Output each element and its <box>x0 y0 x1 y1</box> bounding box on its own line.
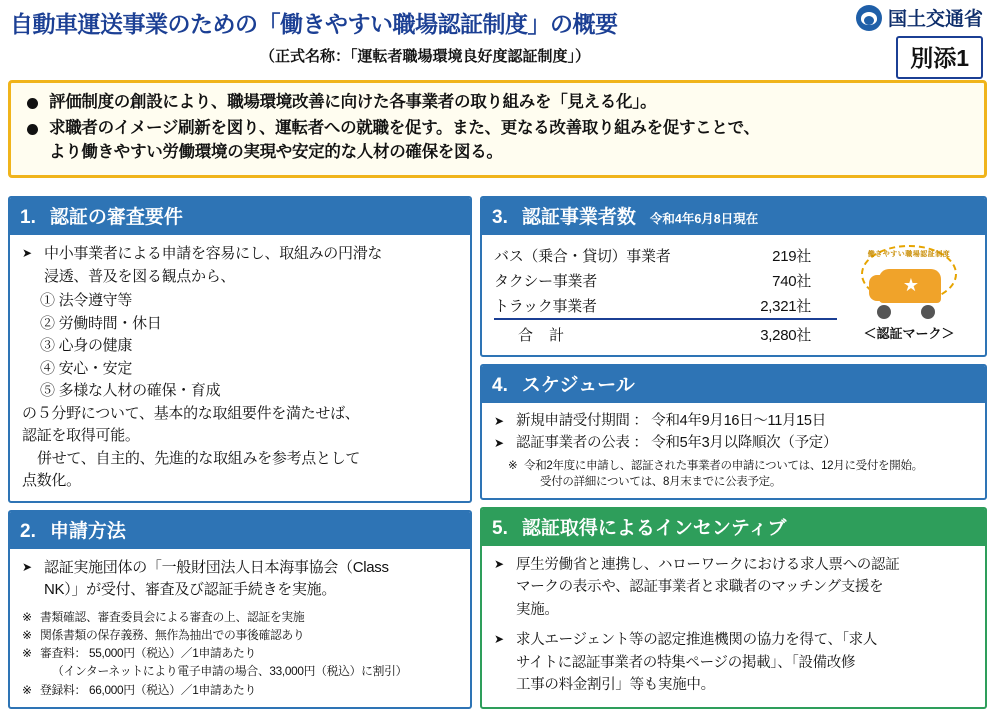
section-2-header <box>10 512 470 549</box>
row-label: バス（乗合・貸切）事業者 <box>494 248 671 265</box>
schedule-note-cont: 受付の詳細については、8月末までに公表予定。 <box>540 475 782 488</box>
section-card-application <box>8 510 472 709</box>
requirements-field-list <box>40 290 460 403</box>
section-3-asof-date: 令和4年6月8日現在 <box>649 212 759 226</box>
purpose-item-text: 評価制度の創設により、職場環境改善に向けた各事業者の取り組みを「見える化」。 <box>49 93 657 111</box>
operator-count-table <box>494 243 837 347</box>
section-1-body <box>10 235 470 501</box>
incentive-line: 厚生労働省と連携し、ハローワークにおける求人票への認証 <box>516 556 900 573</box>
row-label: タクシー事業者 <box>494 273 597 290</box>
note-sub-item: （インターネットにより電子申請の場合、33,000円（税込）に割引） <box>52 664 408 679</box>
schedule-item: ➤ 認証事業者の公表 ： 令和5年3月以降順次（予定） <box>494 433 975 455</box>
requirements-tail-line1: の５分野について、基本的な取組要件を満たせば、 <box>22 404 360 422</box>
schedule-note: ※ 令和2年度に申請し、認証された事業者の申請については、12月に受付を開始。 <box>508 458 975 474</box>
section-5-title: 認証取得によるインセンティブ <box>521 517 787 539</box>
table-row <box>494 268 837 293</box>
section-3-header <box>482 198 985 235</box>
list-item: ③ 心身の健康 <box>40 337 133 354</box>
requirements-tail-line4: 点数化。 <box>22 472 81 489</box>
section-4-header <box>482 366 985 403</box>
incentive-line: 実施。 <box>516 601 559 618</box>
purpose-item-text-cont: より働きやすい労働環境の実現や安定的な人材の確保を図る。 <box>49 142 503 161</box>
row-label: トラック事業者 <box>494 298 597 315</box>
list-item: ④ 安心・安定 <box>40 359 133 377</box>
ministry-branding <box>856 4 983 31</box>
section-5-number: 5. <box>492 517 508 539</box>
section-5-header <box>482 509 985 546</box>
section-3-body <box>482 235 985 355</box>
incentive-line: マークの表示や、認証事業者と求職者のマッチング支援を <box>516 579 884 596</box>
right-column <box>480 196 987 709</box>
section-4-body <box>482 403 985 498</box>
schedule-item: ➤ 新規申請受付期間 ： 令和4年9月16日～11月15日 <box>494 411 975 433</box>
section-card-requirements <box>8 196 472 503</box>
section-4-title: スケジュール <box>521 375 635 396</box>
incentive-line: 求人エージェント等の認定推進機関の協力を得て、「求人 <box>516 632 878 649</box>
table-row <box>494 293 837 319</box>
list-item: ⑤ 多様な人材の確保・育成 <box>40 382 221 399</box>
section-3-number: 3. <box>492 207 508 228</box>
sections-grid <box>8 196 987 697</box>
section-4-number: 4. <box>492 375 508 396</box>
certification-mark-caption: ＜認証マーク＞ <box>863 326 955 341</box>
row-value: 219社 <box>772 248 811 265</box>
table-row <box>494 243 837 268</box>
requirements-lead-line2: 浸透、普及を図る観点から、 <box>44 267 236 285</box>
note-item: ※ 審査料： 55,000円（税込）／1申請あたり <box>22 644 460 662</box>
mlit-logo-icon <box>856 5 882 31</box>
purpose-list <box>25 91 970 165</box>
section-5-body <box>482 546 985 705</box>
application-notes <box>22 608 460 699</box>
incentive-item <box>494 629 975 696</box>
section-card-incentives <box>480 507 987 709</box>
certification-mark-icon <box>855 245 963 321</box>
list-item: ① 法令遵守等 <box>40 292 133 309</box>
page-subtitle: （正式名称：「運転者職場環境良好度認証制度」） <box>259 48 590 65</box>
requirements-tail-line3: 併せて、自主的、先進的な取組みを参考点として <box>37 449 361 467</box>
page-title: 自動車運送事業のための「働きやすい職場認証制度」の概要 <box>10 11 618 37</box>
attachment-badge: 別添1 <box>896 36 983 79</box>
certification-mark-block <box>843 243 975 342</box>
incentive-item <box>494 554 975 621</box>
section-2-body <box>10 549 470 707</box>
total-label: 合 計 <box>494 319 717 347</box>
left-column <box>8 196 472 709</box>
row-value: 2,321社 <box>760 298 811 315</box>
note-item: ※ 登録料： 66,000円（税込）／1申請あたり <box>22 681 460 699</box>
application-lead-line1: 認証実施団体の「一般財団法人日本海事協会（Class <box>44 558 389 576</box>
section-1-number: 1. <box>20 207 36 228</box>
incentive-line: サイトに認証事業者の特集ページの掲載」、「設備改修 <box>516 654 856 671</box>
purpose-item-text: 求職者のイメージ刷新を図り、運転者への就職を促す。また、更なる改善取り組みを促すことで、 <box>49 118 760 137</box>
document-header <box>0 0 995 78</box>
total-value: 3,280社 <box>717 319 837 347</box>
requirements-tail-line2: 認証を取得可能。 <box>22 427 140 444</box>
section-2-number: 2. <box>20 520 36 542</box>
requirements-lead-line1: 中小事業者による申請を容易にし、取組みの円滑な <box>44 245 383 262</box>
section-1-title: 認証の審査要件 <box>49 207 183 228</box>
application-lead-line2: NK）」が受付、審査及び認証手続きを実施。 <box>44 581 337 598</box>
application-lead <box>22 557 460 602</box>
bullet-dot-icon <box>27 124 38 135</box>
section-2-title: 申請方法 <box>49 520 126 542</box>
list-item: ② 労働時間・休日 <box>40 314 162 332</box>
purpose-item <box>25 91 970 115</box>
purpose-panel <box>8 80 987 178</box>
section-1-header <box>10 198 470 235</box>
row-value: 740社 <box>772 273 811 290</box>
section-card-schedule <box>480 364 987 500</box>
section-3-title: 認証事業者数 <box>521 207 636 228</box>
section-card-operator-count <box>480 196 987 357</box>
table-row-total <box>494 319 837 347</box>
note-item: ※ 関係書類の保存義務、無作為抽出での事後確認あり <box>22 626 460 644</box>
requirements-lead <box>22 243 460 288</box>
ministry-name: 国土交通省 <box>887 9 983 30</box>
mark-ring-text: 働きやすい職場認証制度 <box>867 251 951 258</box>
purpose-item <box>25 117 970 165</box>
incentive-line: 工事の料金割引」等も実施中。 <box>516 677 715 694</box>
note-item: ※ 書類確認、審査委員会による審査の上、認証を実施 <box>22 608 460 626</box>
bullet-dot-icon <box>27 98 38 109</box>
star-icon: ★ <box>902 275 920 295</box>
